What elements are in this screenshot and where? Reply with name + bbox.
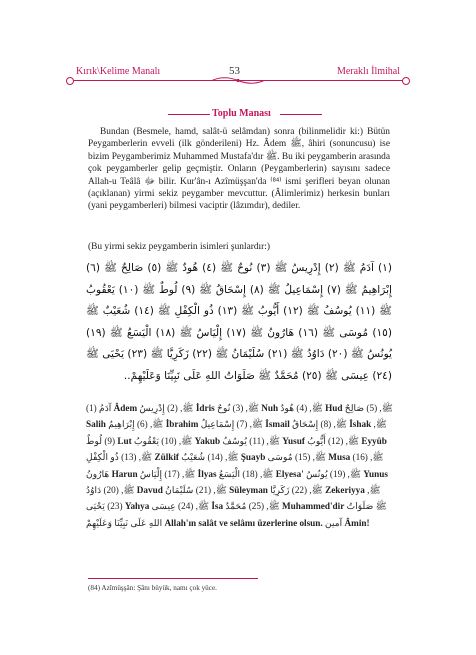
entry-tail: ﷺ, (3) نُوحٌ <box>214 403 262 413</box>
entry-tail: ﷺ, (6) إِبْرَاهِيمُ <box>105 419 166 430</box>
section-heading <box>0 108 476 122</box>
entry-tail: ﷺ, (15) مُوسَى <box>265 452 329 463</box>
prophet-entry <box>345 518 370 528</box>
prophet-name: Zülkif <box>154 452 179 463</box>
entry-lead: (1) آدَمُ <box>86 403 114 413</box>
prophet-entry <box>117 436 194 446</box>
section-rule-left <box>168 114 210 115</box>
entry-tail: ﷺ, (10) يَعْقُوبُ <box>131 435 195 446</box>
footnote: (84) Azîmüşşân: Şânı büyük, namı çok yüce. <box>88 584 217 592</box>
prophet-name: Zekeriyya <box>325 485 365 496</box>
prophet-entry <box>86 419 166 429</box>
prophet-name: Nuh <box>261 403 279 413</box>
prophet-entry <box>166 419 266 429</box>
prophet-name: İsa <box>211 501 224 512</box>
prophet-name: İlyas <box>197 468 217 479</box>
prophet-name: Yusuf <box>282 435 305 446</box>
prophet-name: Lut <box>117 435 132 446</box>
prophet-entry <box>265 419 349 429</box>
prophet-entry <box>198 469 276 479</box>
header-ornament-icon <box>210 76 266 85</box>
prophet-entry <box>325 403 393 413</box>
prophet-name: Âdem <box>113 403 138 413</box>
entry-tail: ﷺ, (14) شُعَيْبٌ <box>178 452 241 463</box>
entry-tail: ﷺ, (17) إِلْيَاسُ <box>137 468 198 479</box>
header-right-title: Meraklı İlmihal <box>336 66 400 77</box>
entry-tail: ﷺ, (13) ذُو الْكِفْلِ <box>86 452 155 463</box>
prophet-name: Davud <box>136 485 163 496</box>
transliteration-list <box>86 400 394 531</box>
prophet-name: Süleyman <box>229 485 268 496</box>
entry-tail: ﷺ, (19) يُونُسُ <box>303 468 364 479</box>
prophet-name: Yunus <box>363 468 388 479</box>
paragraph-list-intro: (Bu yirmi sekiz peygamberin isimleri şunlardır:) <box>88 242 270 252</box>
entry-tail: ﷺ, (8) إِسْحَاقُ <box>289 419 350 430</box>
footnote-rule <box>88 578 258 579</box>
prophet-entry <box>196 403 261 413</box>
entry-tail: ﷺ, (21) سُلَيْمَانُ <box>162 485 230 496</box>
entry-tail: ﷺ, (18) الْيَسَعُ <box>216 468 276 479</box>
entry-tail: ﷺ, (25) مُحَمَّدٌ <box>223 501 282 512</box>
prophet-entry <box>125 501 212 511</box>
prophet-entry <box>211 501 282 511</box>
arabic-prophet-list: (١) آدَمُ ﷺ (٢) إِدْرِيسُ ﷺ (٣) نُوحٌ ﷺ (٤) هُودٌ ﷺ (٥) صَالِحٌ ﷺ (٦) إِبْرَاهِيمُ ﷺ (٧) إِسْمَاعِيلُ ﷺ (٨) إِسْحَاقُ ﷺ (٩) لُوطٌ ﷺ (١٠) يَعْقُوبُ ﷺ (١١) يُوسُفُ ﷺ (١٢) أَيُّوبُ ﷺ (١٣) ذُو الْكِفْلِ ﷺ (١٤) شُعَيْبٌ ﷺ (١٥) مُوسَى ﷺ (١٦) هَارُونُ ﷺ (١٧) إِلْيَاسُ ﷺ (١٨) الْيَسَعُ ﷺ (١٩) يُونُسُ ﷺ (٢٠) دَاوُدُ ﷺ (٢١) سُلَيْمَانُ ﷺ (٢٢) زَكَرِيَّا ﷺ (٢٣) يَحْيَى ﷺ (٢٤) عِيسَى ﷺ (٢٥) مُحَمَّدٌ ﷺ صَلَوَاتُ اللهِ عَلَى نَبِيِّنَا وَعَلَيْهِمْ.. <box>86 262 392 382</box>
prophet-entry <box>137 485 229 495</box>
prophet-name: İsmail <box>265 419 290 430</box>
entry-tail: ﷺ, (20) دَاوُدُ <box>86 485 137 496</box>
paragraph-intro: Bundan (Besmele, hamd, salât-ü selâmdan) sonra (bilinmelidir ki:) Bütün Peygamberlerin evveli (ilk gönderileni) Hz. Âdem ﷺ, âhiri (sonuncusu) ise bizim Peygamberimiz Muhammed Mustafa'dır ﷺ. Bu iki peygamberin arasında çok peygamberler gelip geçmiştir. Onların (Peygamberlerin) sayısını sadece Allah-u Teâlâ ﷻ bilir. Kur'ân-ı Azîmüşşan'da ⁽⁸⁴⁾ ismi şerifleri beyan olunan (açıklanan) yirmi sekiz peygamber mevcuttur. (Âlimlerimiz) herkesin bunları (yani peygamberleri) bilmesi vaciptir (lâzımdır), dediler. <box>88 127 390 212</box>
page-number: 53 <box>229 65 240 77</box>
prophet-entry <box>229 485 325 495</box>
prophet-name: Allah'ın salât ve selâmı üzerlerine olsun. <box>164 517 323 528</box>
prophet-name: Salih <box>86 419 106 430</box>
entry-tail: ﷺ, (11) يُوسُفُ <box>220 435 283 446</box>
prophet-name: Âmin! <box>344 517 370 528</box>
header-left-title: Kırık\Kelime Manalı <box>76 66 161 77</box>
section-rule-right <box>280 114 322 115</box>
prophet-name: Yakub <box>194 435 221 446</box>
entry-tail: ﷺ, (23) يَحْيَى <box>86 485 381 512</box>
prophet-entry <box>86 403 196 413</box>
prophet-entry <box>282 436 361 446</box>
entry-tail: ﷺ, (9) لُوطٌ <box>86 419 387 446</box>
prophet-name: İbrahim <box>165 419 199 430</box>
prophet-entry <box>112 469 198 479</box>
entry-tail: ﷺ, (5) صَالِحٌ <box>342 403 393 413</box>
prophet-entry <box>195 436 283 446</box>
entry-tail: ﷺ, (12) أَيُّوبُ <box>304 435 362 446</box>
header-right-dot <box>402 77 410 85</box>
prophet-name: Harun <box>111 468 138 479</box>
entry-tail: ﷺ, (24) عِيسَى <box>149 501 212 512</box>
prophet-name: Musa <box>328 452 351 463</box>
prophet-name: Eyyûb <box>361 435 387 446</box>
section-title: Toplu Manası <box>212 108 271 119</box>
entry-tail: ﷺ, (7) إِسْمَاعِيلُ <box>198 419 266 430</box>
entry-tail: ﷺ صَلَوَاتُ اللهِ عَلَى نَبِيِّنَا وَعَلَيْهِمْ <box>86 501 387 528</box>
entry-tail: آمين <box>322 517 345 528</box>
prophet-name: İdris <box>195 403 215 413</box>
entry-tail: ﷺ, (2) إِدْرِيسُ <box>137 403 196 413</box>
entry-tail: ﷺ, (16) هَارُونُ <box>86 452 384 479</box>
prophet-entry <box>241 452 328 462</box>
entry-tail: ﷺ, (4) هُودٌ <box>278 403 326 413</box>
prophet-entry <box>164 518 344 528</box>
prophet-name: Elyesa' <box>275 468 304 479</box>
prophet-name: İshak <box>349 419 372 430</box>
header-left-dot <box>66 77 74 85</box>
prophet-name: Hud <box>325 403 343 413</box>
prophet-name: Şuayb <box>240 452 266 463</box>
prophet-entry <box>276 469 364 479</box>
prophet-name: Muhammed'dir <box>282 501 345 512</box>
entry-tail: ﷺ, (22) زَكَرِيَّا <box>267 485 326 496</box>
running-header <box>70 62 406 92</box>
prophet-entry <box>261 403 325 413</box>
prophet-entry <box>154 452 240 462</box>
prophet-name: Yahya <box>124 501 150 512</box>
